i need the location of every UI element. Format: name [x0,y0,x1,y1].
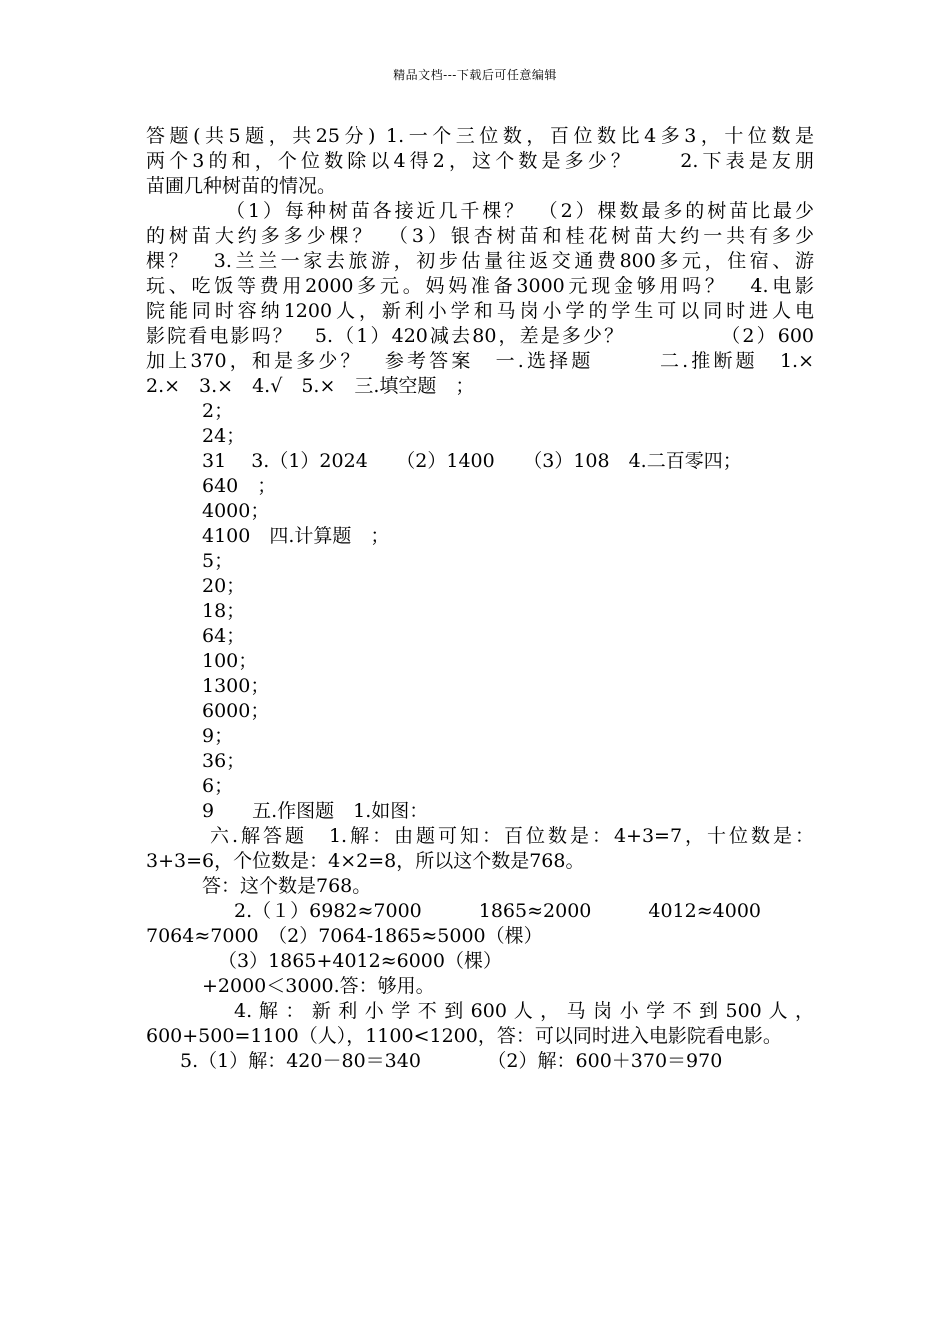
text-line: 18； [202,600,246,622]
text-line: （1）每种树苗各接近几千棵？ （2）棵数最多的树苗比最少 [226,200,814,222]
text-line: 2.× 3.× 4.√ 5.× 三.填空题 ； [146,375,475,397]
text-line: 棵？ 3.兰兰一家去旅游，初步估量往返交通费800多元，住宿、游 [146,250,814,272]
text-line: 玩、吃饭等费用2000多元。妈妈准备3000元现金够用吗？ 4.电影 [146,275,814,297]
text-line: 答题(共5题，共25分) 1.一个三位数，百位数比4多3，十位数是 [146,125,814,147]
text-line: 两个3的和，个位数除以4得2，这个数是多少？ 2.下表是友朋 [146,150,814,172]
text-line: +2000＜3000.答：够用。 [202,975,435,997]
text-line: 影院看电影吗？ 5.（1）420减去80，差是多少？ （2）600 [146,325,814,347]
text-line: 64； [202,625,246,647]
text-line: 5； [202,550,234,572]
text-line: 600+500=1100（人），1100<1200，答：可以同时进入电影院看电影。 [146,1025,782,1047]
text-line: 24； [202,425,246,447]
text-line: 4000； [202,500,270,522]
text-line: 9； [202,725,234,747]
text-line: 苗圃几种树苗的情况。 [146,175,337,197]
text-line: 六.解答题 1.解：由题可知：百位数是：4+3=7，十位数是： [210,825,814,847]
text-line: 6000； [202,700,270,722]
page-header: 精品文档---下载后可任意编辑 [393,68,557,82]
text-line: 4. 解 ： 新 利 小 学 不 到 600 人 ， 马 岗 小 学 不 到 500 人 ， [234,1000,814,1022]
text-line: 4100 四.计算题 ； [202,525,390,547]
text-line: （3）1865+4012≈6000（棵） [218,950,502,972]
text-line: 2.（１）6982≈7000 1865≈2000 4012≈4000 [234,900,762,922]
text-line: 100； [202,650,258,672]
text-line: 9 五.作图题 1.如图： [202,800,429,822]
text-line: 的树苗大约多多少棵？ （3）银杏树苗和桂花树苗大约一共有多少 [146,225,814,247]
text-line: 答：这个数是768。 [202,875,372,897]
text-line: 5.（1）解：420－80＝340 （2）解：600＋370＝970 [180,1050,723,1072]
document-body [146,124,814,1074]
text-line: 3+3=6，个位数是：4×2=8，所以这个数是768。 [146,850,585,872]
text-line: 加上370，和是多少？ 参考答案 一.选择题 二.推断题 1.× [146,350,814,372]
text-line: 6； [202,775,234,797]
text-line: 院能同时容纳1200人，新利小学和马岗小学的学生可以同时进人电 [146,300,814,322]
text-line: 640 ； [202,475,277,497]
text-line: 7064≈7000 （2）7064-1865≈5000（棵） [146,925,543,947]
text-line: 36； [202,750,246,772]
text-line: 31 3.（1）2024 （2）1400 （3）108 4.二百零四； [202,450,742,472]
text-line: 1300； [202,675,270,697]
text-line: 2； [202,400,234,422]
text-line: 20； [202,575,246,597]
